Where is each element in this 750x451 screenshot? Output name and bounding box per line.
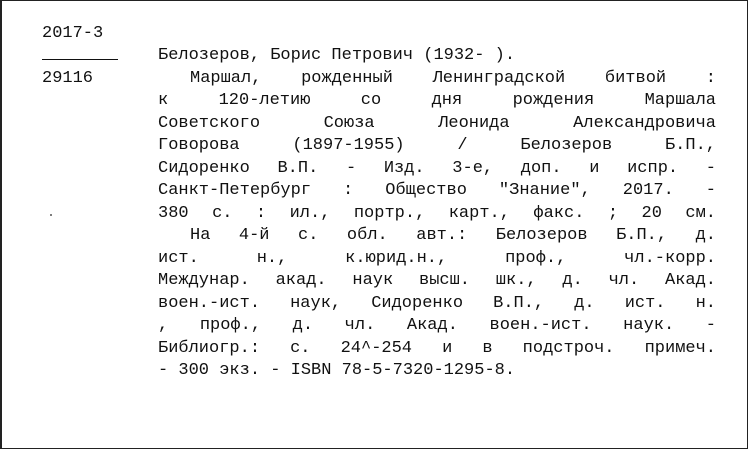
note-line: - 300 экз. - ISBN 78-5-7320-1295-8. [158,361,516,380]
author-heading: Белозеров, Борис Петрович (1932- ). [158,46,516,65]
title-line: Маршал, рожденный Ленинградской битвой : [190,68,716,88]
udc-code: 2017-3 [42,24,104,43]
title-line: Сидоренко В.П. - Изд. 3-е, доп. и испр. - [158,158,716,178]
inventory-number: 29116 [42,69,94,88]
title-line: Санкт-Петербург : Общество "Знание", 2017. - [158,181,716,200]
note-line: ист. н., к.юрид.н., проф., чл.-корр. [158,248,716,268]
print-speck [50,214,52,216]
note-line: воен.-ист. наук, Сидоренко В.П., д. ист. н. [158,293,716,313]
title-line: 380 с. : ил., портр., карт., факс. ; 20 см. [158,203,716,223]
title-line: Советского Союза Леонида Александровича [158,113,716,133]
note-line: На 4-й с. обл. авт.: Белозеров Б.П., д. [190,226,716,245]
card-left-column [42,23,122,90]
note-line: Междунар. акад. наук высш. шк., д. чл. Акад. [158,271,716,290]
bibliographic-entry [158,45,716,383]
note-line: , проф., д. чл. Акад. воен.-ист. наук. - [158,316,716,335]
title-line: к 120-летию со дня рождения Маршала [158,91,716,110]
title-line: Говорова (1897-1955) / Белозеров Б.П., [158,136,716,155]
separator-rule [42,59,118,60]
note-line: Библиогр.: с. 24^-254 и в подстроч. примеч. [158,338,716,358]
